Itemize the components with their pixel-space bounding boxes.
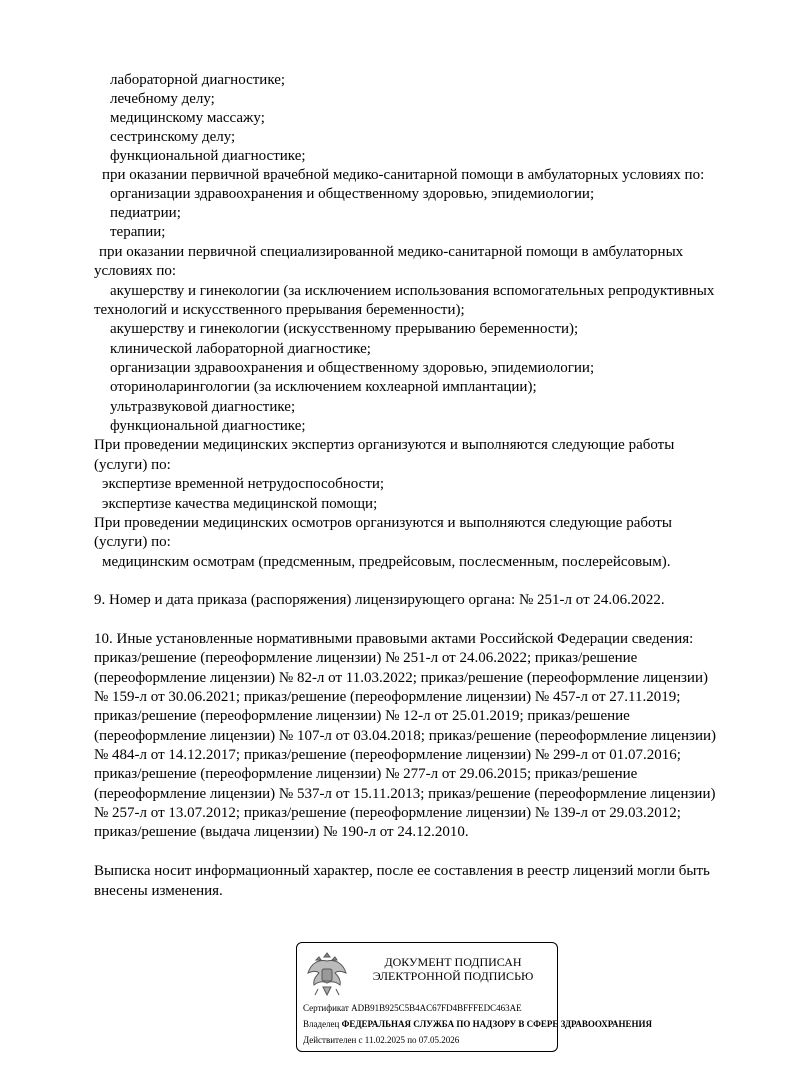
- owner-row: [303, 1019, 652, 1030]
- text-line: (переоформление лицензии) № 82-л от 11.03.2022; приказ/решение (переоформление лицензии): [94, 670, 708, 686]
- text-line: приказ/решение (переоформление лицензии) № 251-л от 24.06.2022; приказ/решение: [94, 650, 638, 666]
- text-line: приказ/решение (переоформление лицензии) № 277-л от 29.06.2015; приказ/решение: [94, 766, 638, 782]
- text-line: Выписка носит информационный характер, после ее составления в реестр лицензий могли быть: [94, 863, 710, 879]
- text-line: клинической лабораторной диагностике;: [110, 341, 371, 357]
- text-line: технологий и искусственного прерывания беременности);: [94, 302, 465, 318]
- electronic-signature-stamp: [296, 942, 653, 1052]
- order-number-line: 9. Номер и дата приказа (распоряжения) лицензирующего органа: № 251-л от 24.06.2022.: [94, 592, 665, 608]
- text-line: лабораторной диагностике;: [110, 72, 286, 88]
- certificate-row: [303, 1003, 522, 1014]
- certificate-value: ADB91B925C5B4AC67FD4BFFFEDC463AE: [351, 1003, 522, 1013]
- text-line: приказ/решение (выдача лицензии) № 190-л от 24.12.2010.: [94, 824, 469, 840]
- text-line: При проведении медицинских экспертиз организуются и выполняются следующие работы: [94, 437, 675, 453]
- text-line: педиатрии;: [110, 205, 181, 221]
- text-line: при оказании первичной специализированной медико-санитарной помощи в амбулаторных: [99, 244, 684, 260]
- text-line: 10. Иные установленные нормативными правовыми актами Российской Федерации сведения:: [94, 631, 694, 647]
- text-line: приказ/решение (переоформление лицензии) № 12-л от 25.01.2019; приказ/решение: [94, 708, 630, 724]
- text-line: № 159-л от 30.06.2021; приказ/решение (переоформление лицензии) № 457-л от 27.11.2019;: [94, 689, 681, 705]
- text-line: № 484-л от 14.12.2017; приказ/решение (переоформление лицензии) № 299-л от 01.07.2016;: [94, 747, 681, 763]
- text-line: (переоформление лицензии) № 107-л от 03.04.2018; приказ/решение (переоформление лицензии): [94, 728, 717, 744]
- text-line: (услуги) по:: [94, 534, 171, 550]
- text-line: условиях по:: [94, 263, 177, 279]
- text-line: терапии;: [110, 224, 166, 240]
- text-line: внесены изменения.: [94, 883, 223, 899]
- text-line: при оказании первичной врачебной медико-санитарной помощи в амбулаторных условиях по:: [102, 167, 705, 183]
- text-line: ультразвуковой диагностике;: [110, 399, 296, 415]
- text-line: функциональной диагностике;: [110, 418, 306, 434]
- validity-row: Действителен с 11.02.2025 по 07.05.2026: [303, 1035, 460, 1045]
- text-line: При проведении медицинских осмотров организуются и выполняются следующие работы: [94, 515, 672, 531]
- text-line: (услуги) по:: [94, 457, 171, 473]
- text-line: акушерству и гинекологии (за исключением использования вспомогательных репродуктивных: [110, 283, 715, 299]
- text-line: № 257-л от 13.07.2012; приказ/решение (переоформление лицензии) № 139-л от 29.03.2012;: [94, 805, 681, 821]
- certificate-label: Сертификат: [303, 1003, 349, 1013]
- text-line: лечебному делу;: [110, 91, 215, 107]
- text-line: организации здравоохранения и общественному здоровью, эпидемиологии;: [110, 186, 595, 202]
- text-line: (переоформление лицензии) № 537-л от 15.11.2013; приказ/решение (переоформление лицензии): [94, 786, 716, 802]
- text-line: функциональной диагностике;: [110, 148, 306, 164]
- owner-value: ФЕДЕРАЛЬНАЯ СЛУЖБА ПО НАДЗОРУ В СФЕРЕ ЗДРАВООХРАНЕНИЯ: [341, 1019, 653, 1029]
- stamp-title-line2: ЭЛЕКТРОННОЙ ПОДПИСЬЮ: [372, 969, 534, 983]
- text-line: медицинскому массажу;: [110, 110, 265, 126]
- owner-label: Владелец: [303, 1019, 340, 1029]
- text-line: акушерству и гинекологии (искусственному прерыванию беременности);: [110, 321, 579, 337]
- text-line: экспертизе качества медицинской помощи;: [102, 496, 378, 512]
- text-line: оториноларингологии (за исключением кохлеарной имплантации);: [110, 379, 537, 395]
- russian-coat-of-arms-icon: [305, 949, 349, 999]
- stamp-title-line1: ДОКУМЕНТ ПОДПИСАН: [384, 955, 522, 969]
- text-line: сестринскому делу;: [110, 129, 236, 145]
- text-line: медицинским осмотрам (предсменным, предрейсовым, послесменным, послерейсовым).: [102, 554, 671, 570]
- text-line: организации здравоохранения и общественному здоровью, эпидемиологии;: [110, 360, 595, 376]
- text-line: экспертизе временной нетрудоспособности;: [102, 476, 385, 492]
